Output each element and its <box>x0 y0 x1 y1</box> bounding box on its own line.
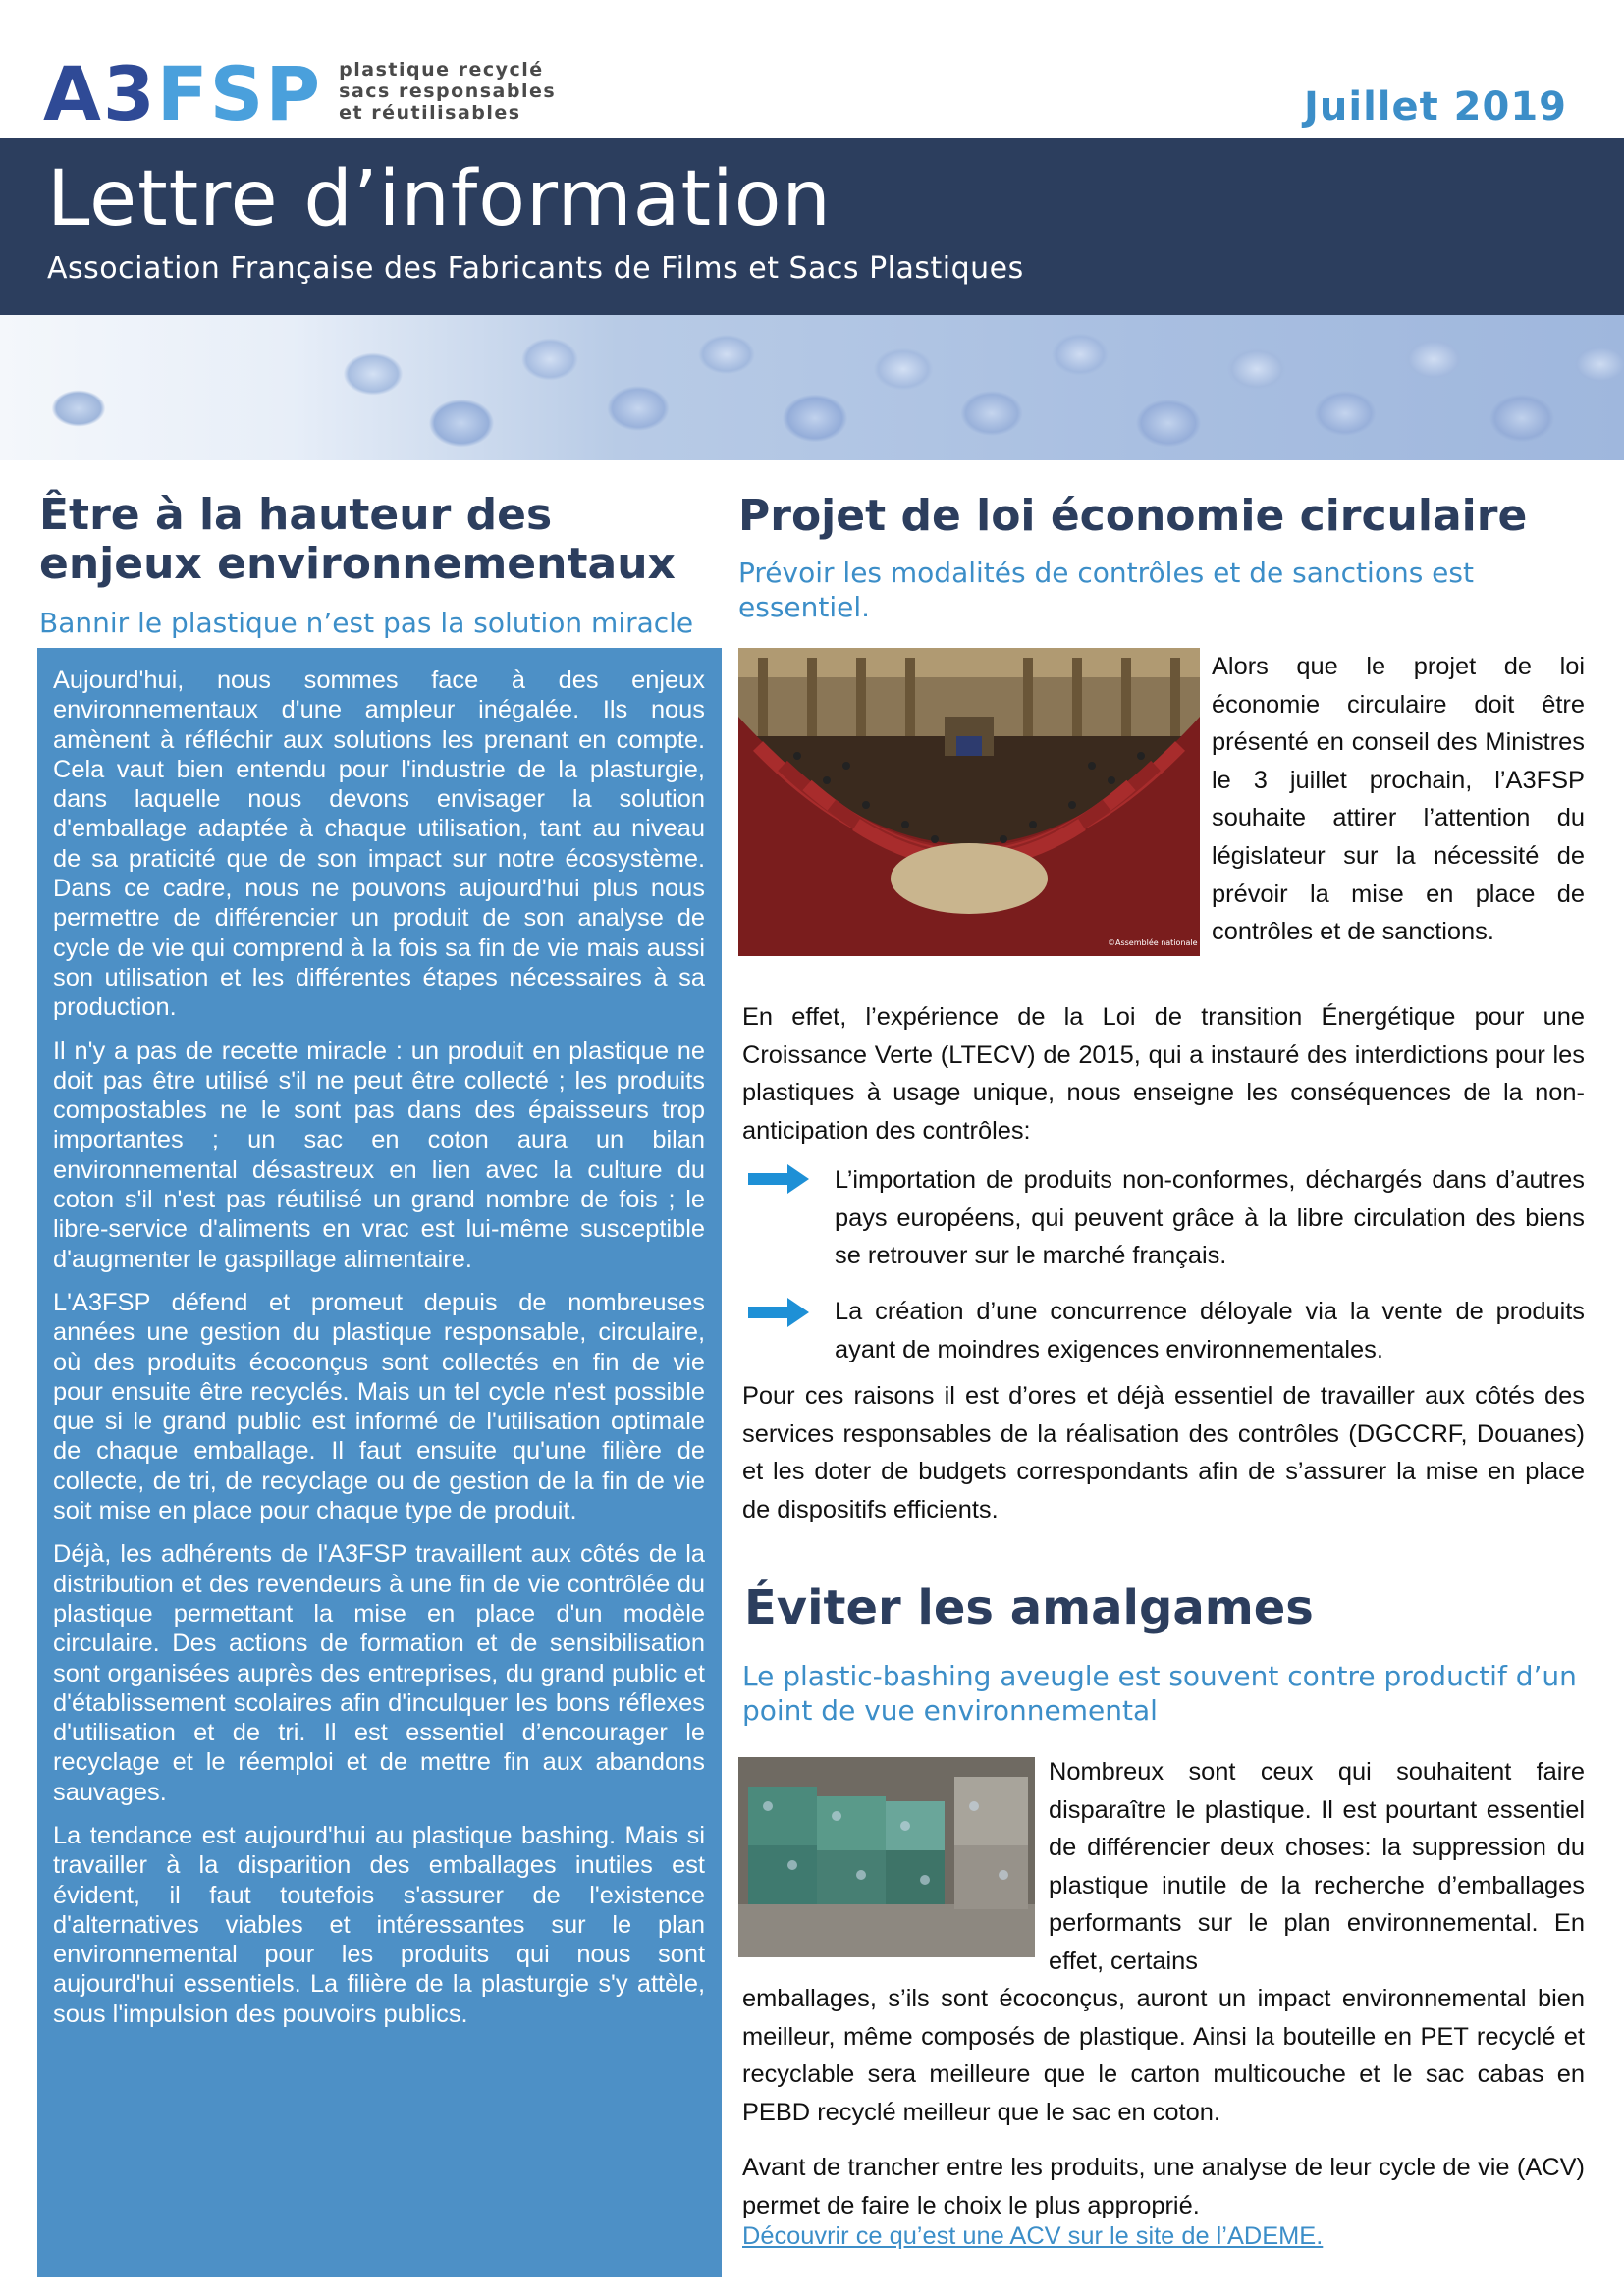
article1-title: Projet de loi économie circulaire <box>738 491 1528 541</box>
left-article-title: Être à la hauteur des enjeux environnementaux <box>39 490 676 589</box>
article1-intro: Alors que le projet de loi économie circulaire doit être présenté en conseil des Ministres le 3 juillet prochain, l’A3FSP souhaite attirer l’attention du législateur sur la nécessité de prévoir la mise en place de contrôles et de sanctions. <box>1212 653 1585 946</box>
article2-title: Éviter les amalgames <box>744 1580 1314 1635</box>
left-paragraph: L'A3FSP défend et promeut depuis de nombreuses années une gestion du plastique responsable, circulaire, où des produits écoconçus sont collectés en fin de vie pour ensuite être recyclés. Mais un tel cycle n'est possible que si le grand public est informé de l'utilisation optimale de chaque emballage. Il faut ensuite qu'une filière de collecte, de tri, de recyclage ou de gestion de la fin de vie soit mise en place pour chaque type de produit. <box>53 1288 705 1525</box>
article2-paragraph: Avant de trancher entre les produits, une analyse de leur cycle de vie (ACV) permet de faire le choix le plus approprié. <box>742 2154 1585 2219</box>
issue-date: Juillet 2019 <box>1304 84 1567 130</box>
plastic-bales-photo <box>738 1757 1035 1957</box>
article2-intro: Nombreux sont ceux qui souhaitent faire disparaître le plastique. Il est pourtant essentiel de différencier deux choses: la suppression du plastique inutile de la recherche d’emballages performants sur le plan environnemental. En effet, certains <box>1049 1758 1585 1975</box>
a3fsp-logo <box>43 50 557 137</box>
newsletter-subtitle: Association Française des Fabricants de Films et Sacs Plastiques <box>47 251 1024 286</box>
left-article-body <box>53 666 705 2043</box>
assemblee-nationale-photo <box>738 648 1200 956</box>
article1-bullet: L’importation de produits non-conformes, déchargés dans d’autres pays européens, qui peuvent grâce à la libre circulation des biens se retrouver sur le marché français. <box>835 1166 1585 1270</box>
left-paragraph: Aujourd'hui, nous sommes face à des enjeux environnementaux d'une ampleur inégalée. Ils nous amènent à réfléchir aux solutions les prenant en compte. Cela vaut bien entendu pour l'industrie de la plasturgie, dans laquelle nous devons envisager la solution d'emballage adaptée à chaque utilisation, tant au niveau de sa praticité que de son impact sur notre écosystème. Dans ce cadre, nous ne pouvons aujourd'hui plus nous permettre de différencier un produit de son analyse de cycle de vie qui comprend à la fois sa fin de vie mais aussi son utilisation et les différentes étapes nécessaires à sa production. <box>53 667 705 1022</box>
article1-paragraph: Pour ces raisons il est d’ores et déjà essentiel de travailler aux côtés des services responsables de la réalisation des contrôles (DGCCRF, Douanes) et les doter de budgets correspondants afin de s’assurer la mise en place de dispositifs efficients. <box>742 1382 1585 1523</box>
left-article-subtitle: Bannir le plastique n’est pas la solution miracle <box>39 607 694 639</box>
logo-wordmark: A3FSP <box>43 50 323 137</box>
logo-tagline: plastique recyclé sacs responsables et réutilisables <box>339 59 557 124</box>
newsletter-title: Lettre d’information <box>47 155 832 243</box>
article1-subtitle: Prévoir les modalités de contrôles et de sanctions est essentiel. <box>738 557 1474 623</box>
article1-bullet: La création d’une concurrence déloyale via la vente de produits ayant de moindres exigences environnementales. <box>835 1298 1585 1363</box>
left-paragraph: Déjà, les adhérents de l'A3FSP travaillent aux côtés de la distribution et des revendeurs à une fin de vie contrôlée du plastique permettant la mise en place d'un modèle circulaire. Des actions de formation et de sensibilisation sont organisées auprès des entreprises, du grand public et d'établissement scolaires afin d'inculquer les bons réflexes d'utilisation et de tri. Il est essentiel d’encourager le recyclage et le réemploi et de mettre fin aux abandons sauvages. <box>53 1540 705 1806</box>
article1-paragraph: En effet, l’expérience de la Loi de transition Énergétique pour une Croissance Verte (LTECV) de 2015, qui a instauré des interdictions pour les plastiques à usage unique, nous enseigne les conséquences de la non-anticipation des contrôles: <box>742 1003 1585 1145</box>
arrow-right-icon <box>748 1164 809 1194</box>
article2-paragraph: emballages, s’ils sont écoconçus, auront un impact environnemental bien meilleur, même composés de plastique. Ainsi la bouteille en PET recyclé et recyclable sera meilleure que le carton multicouche et le sac cabas en PEBD recyclé meilleur que le sac en coton. <box>742 1985 1585 2126</box>
plastic-pellets-image <box>0 315 1624 460</box>
ademe-acv-link[interactable]: Découvrir ce qu’est une ACV sur le site de l’ADEME. <box>742 2222 1324 2250</box>
arrow-right-icon <box>748 1298 809 1327</box>
photo-credit: ©Assemblée nationale <box>1108 938 1198 947</box>
article2-subtitle: Le plastic-bashing aveugle est souvent contre productif d’un point de vue environnemental <box>742 1660 1577 1727</box>
left-paragraph: Il n'y a pas de recette miracle : un produit en plastique ne doit pas être utilisé s'il ne peut être collecté ; les produits compostables ne le sont pas dans des épaisseurs trop importantes ; un sac en coton aura un bilan environnemental désastreux en lien avec la culture du coton s'il n'est pas réutilisé un grand nombre de fois ; le libre-service d'aliments en vrac est lui-même susceptible d'augmenter le gaspillage alimentaire. <box>53 1037 705 1273</box>
left-paragraph: La tendance est aujourd'hui au plastique bashing. Mais si travailler à la disparition des emballages inutiles est évident, il faut toutefois s'assurer de l'existence d'alternatives viables et intéressantes sur le plan environnemental pour les produits qui nous sont aujourd'hui essentiels. La filière de la plasturgie s'y attèle, sous l'impulsion des pouvoirs publics. <box>53 1821 705 2028</box>
